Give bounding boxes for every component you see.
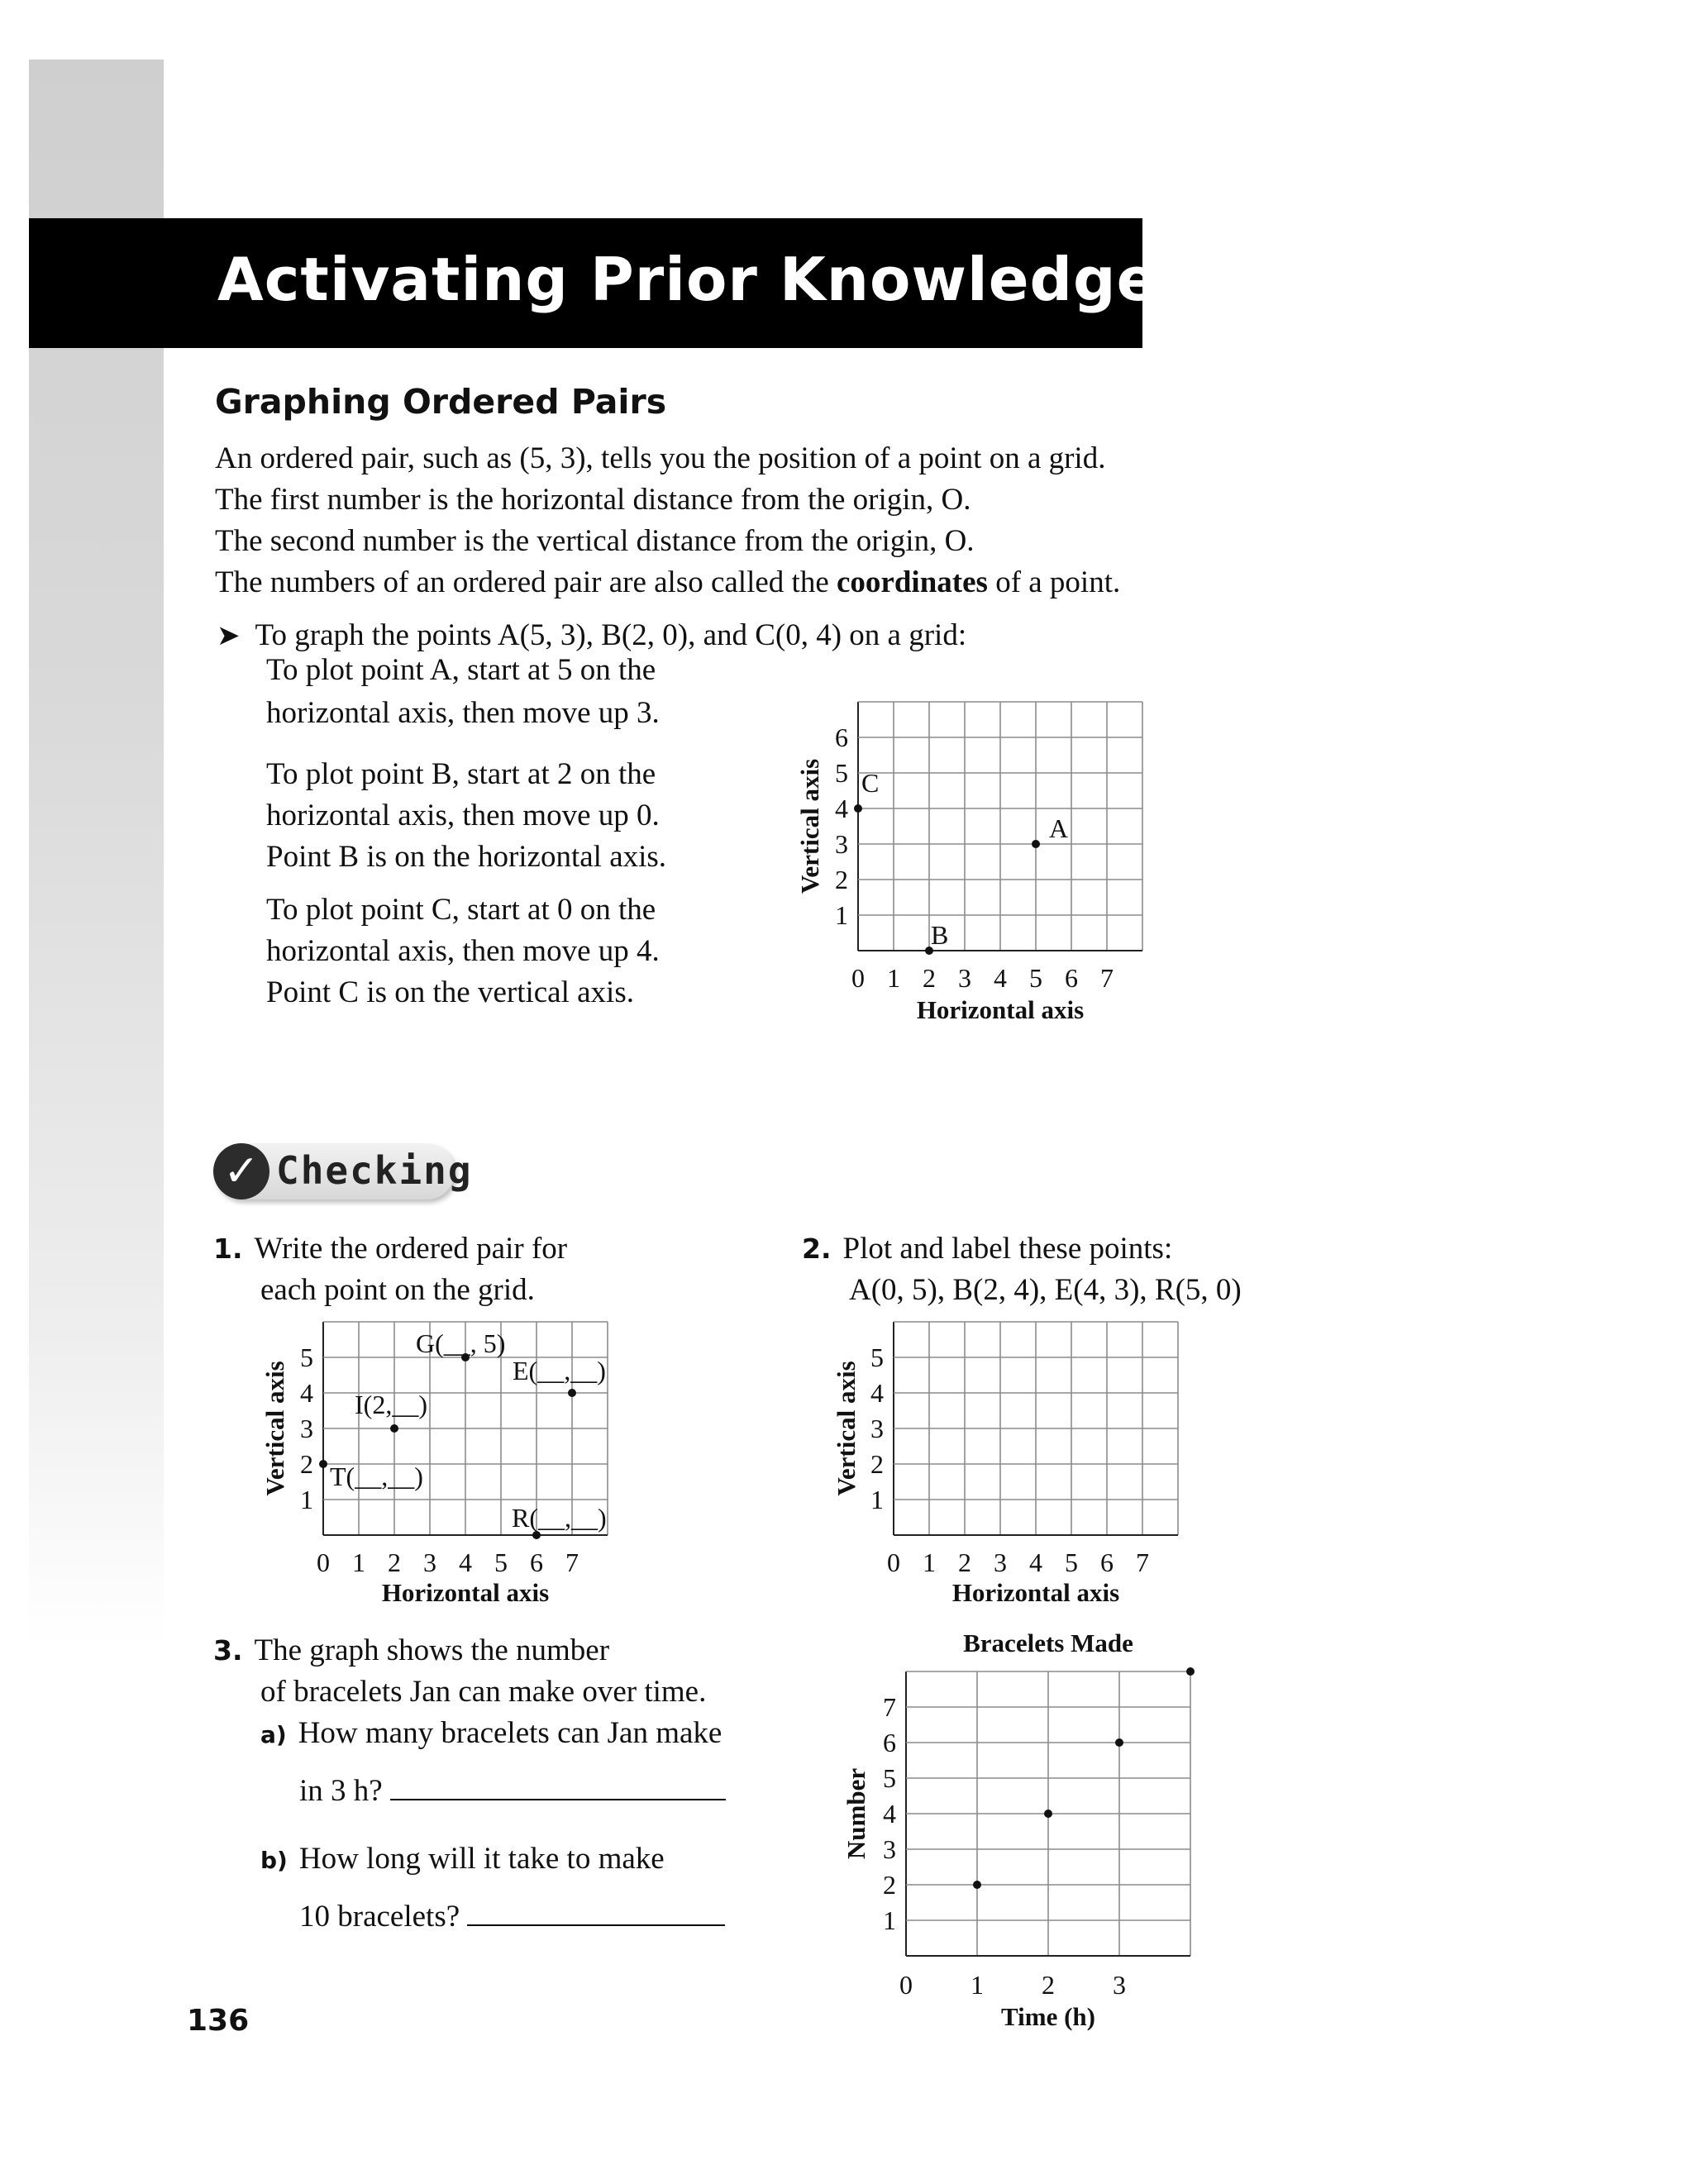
plot-step-a: To plot point A, start at 5 on the horizontal axis, then move up 3. <box>266 653 660 730</box>
y-axis-title: Vertical axis <box>795 758 824 894</box>
y-tick-label: 4 <box>300 1378 313 1408</box>
x-tick-label: 2 <box>1042 1970 1055 2000</box>
y-tick-label: 2 <box>835 865 848 894</box>
x-axis-title: Horizontal axis <box>916 995 1085 1024</box>
question-3b: b) How long will it take to make <box>260 1842 665 1876</box>
x-axis-title: Horizontal axis <box>951 1578 1120 1607</box>
x-tick-label: 5 <box>1029 963 1042 993</box>
y-tick-label: 5 <box>883 1763 896 1793</box>
x-axis-title: Horizontal axis <box>381 1578 550 1607</box>
y-tick-label: 4 <box>870 1378 884 1408</box>
y-tick-label: 2 <box>300 1449 313 1479</box>
y-tick-label: 6 <box>883 1728 896 1757</box>
question-3a: a) How many bracelets can Jan make <box>260 1716 723 1750</box>
x-tick-label: 6 <box>1065 963 1078 993</box>
x-tick-label: 3 <box>423 1547 436 1577</box>
coordinates-term: coordinates <box>837 565 988 599</box>
x-tick-label: 6 <box>1100 1547 1114 1577</box>
y-tick-label: 5 <box>870 1342 884 1372</box>
x-tick-label: 0 <box>317 1547 330 1577</box>
y-axis-title: Vertical axis <box>832 1361 861 1496</box>
y-axis-title: Number <box>842 1767 870 1860</box>
question-1: 1. Write the ordered pair for each point on the grid. <box>213 1232 568 1307</box>
x-tick-label: 0 <box>899 1970 913 2000</box>
question-number: 2. <box>802 1233 832 1265</box>
x-tick-label: 7 <box>1100 963 1114 993</box>
x-tick-label: 2 <box>923 963 936 993</box>
x-axis-title: Time (h) <box>1001 2002 1095 2031</box>
y-tick-label: 6 <box>835 722 848 752</box>
y-tick-label: 3 <box>870 1414 884 1443</box>
data-point <box>1044 1810 1052 1818</box>
y-tick-label: 5 <box>835 758 848 788</box>
y-tick-label: 3 <box>300 1414 313 1443</box>
x-tick-label: 4 <box>994 963 1007 993</box>
point-label: I(2,__) <box>355 1390 427 1419</box>
question-2: 2. Plot and label these points: A(0, 5), B(2, 4), E(4, 3), R(5, 0) <box>802 1232 1242 1307</box>
x-tick-label: 7 <box>1136 1547 1149 1577</box>
checking-label: Checking <box>276 1148 473 1193</box>
point-label: R(__,__) <box>512 1503 607 1533</box>
y-tick-label: 3 <box>835 829 848 859</box>
x-tick-label: 4 <box>1029 1547 1042 1577</box>
page-title: Activating Prior Knowledge <box>217 245 1158 314</box>
x-tick-label: 3 <box>1113 1970 1126 2000</box>
y-tick-label: 2 <box>870 1449 884 1479</box>
x-tick-label: 5 <box>1065 1547 1078 1577</box>
question-3a-answer: in 3 h? <box>213 1769 726 1812</box>
page-number: 136 <box>187 2004 250 2038</box>
x-tick-label: 0 <box>887 1547 900 1577</box>
x-tick-label: 7 <box>565 1547 579 1577</box>
coordinates-sentence: The numbers of an ordered pair are also called the coordinates of a point. <box>215 565 1121 599</box>
x-tick-label: 5 <box>494 1547 508 1577</box>
intro-line: The first number is the horizontal distance from the origin, O. <box>215 483 971 517</box>
x-tick-label: 1 <box>352 1547 365 1577</box>
y-axis-title: Vertical axis <box>260 1361 289 1496</box>
data-point <box>1115 1738 1123 1747</box>
arrow-right-icon: ➤ <box>217 619 241 652</box>
x-tick-label: 4 <box>459 1547 472 1577</box>
intro-line: The second number is the vertical distance from the origin, O. <box>215 524 975 558</box>
x-tick-label: 2 <box>958 1547 971 1577</box>
question-number: 1. <box>213 1233 243 1265</box>
data-point <box>973 1881 981 1889</box>
x-tick-label: 1 <box>923 1547 936 1577</box>
y-tick-label: 2 <box>883 1870 896 1900</box>
chart-title: Bracelets Made <box>963 1628 1133 1657</box>
y-tick-label: 1 <box>883 1905 896 1935</box>
intro-line: An ordered pair, such as (5, 3), tells you the position of a point on a grid. <box>215 441 1106 475</box>
x-tick-label: 2 <box>388 1547 401 1577</box>
x-tick-label: 3 <box>994 1547 1007 1577</box>
point-label: G(__, 5) <box>416 1328 506 1358</box>
point-label: E(__,__) <box>513 1356 606 1385</box>
question-3: 3. The graph shows the number of bracelets Jan can make over time. a) How many bracelets can Jan make in 3 h? b) How long will it take to make 10 bracelets? <box>213 1630 726 1938</box>
y-tick-label: 1 <box>835 900 848 930</box>
section-heading: Graphing Ordered Pairs <box>215 382 667 422</box>
point-label: C <box>861 768 880 798</box>
y-tick-label: 1 <box>870 1485 884 1514</box>
y-tick-label: 4 <box>883 1799 896 1829</box>
y-tick-label: 1 <box>300 1485 313 1514</box>
plot-step-c: To plot point C, start at 0 on the horizontal axis, then move up 4. Point C is on the vertical axis. <box>266 893 660 1009</box>
data-point <box>1186 1667 1195 1676</box>
plot-step-b: To plot point B, start at 2 on the horizontal axis, then move up 0. Point B is on the horizontal axis. <box>266 757 667 874</box>
y-tick-label: 7 <box>883 1692 896 1722</box>
example-intro: ➤ To graph the points A(5, 3), B(2, 0), and C(0, 4) on a grid: <box>217 618 967 652</box>
point-label: T(__,__) <box>330 1462 423 1491</box>
x-tick-label: 1 <box>887 963 900 993</box>
x-tick-label: 0 <box>851 963 865 993</box>
x-tick-label: 3 <box>958 963 971 993</box>
checkmark-icon: ✓ <box>213 1143 269 1199</box>
x-tick-label: 1 <box>970 1970 984 2000</box>
y-tick-label: 3 <box>883 1834 896 1864</box>
question-number: 3. <box>213 1634 243 1667</box>
y-tick-label: 4 <box>835 794 848 823</box>
point-label: A <box>1049 813 1069 843</box>
point-label: B <box>931 920 949 950</box>
x-tick-label: 6 <box>530 1547 543 1577</box>
question-3b-answer: 10 bracelets? <box>213 1895 726 1938</box>
y-tick-label: 5 <box>300 1342 313 1372</box>
